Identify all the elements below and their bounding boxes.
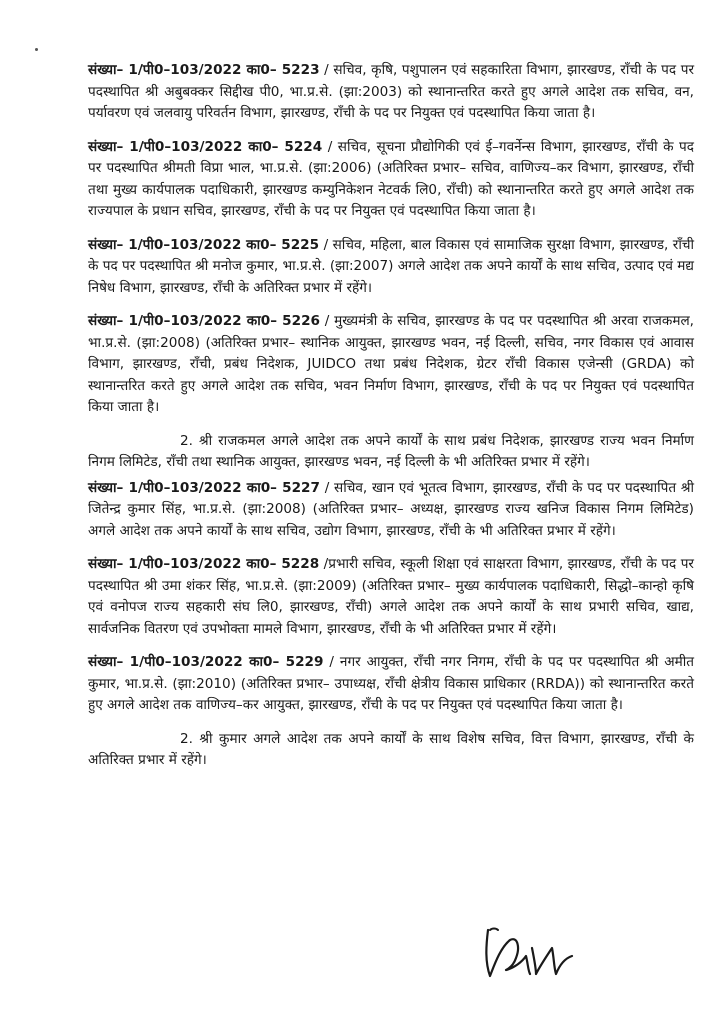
order-number: संख्या– 1/पी0–103/2022 का0– 5223 xyxy=(88,62,320,78)
order-number: संख्या– 1/पी0–103/2022 का0– 5224 xyxy=(88,138,323,155)
order-number: संख्या– 1/पी0–103/2022 का0– 5225 xyxy=(88,236,320,253)
order-5224 xyxy=(88,137,694,223)
order-5229-note: 2. श्री कुमार अगले आदेश तक अपने कार्यों के साथ विशेष सचिव, वित्त विभाग, झारखण्ड, राँची के अतिरिक्त प्रभार में रहेंगे। xyxy=(88,730,694,768)
order-document xyxy=(88,60,694,784)
order-number: संख्या– 1/पी0–103/2022 का0– 5226 xyxy=(88,313,321,329)
order-body: / सचिव, महिला, बाल विकास एवं सामाजिक सुरक्षा विभाग, झारखण्ड, राँची के पद पर पदस्थापित श्री मनोज कुमार, भा.प्र.से. (झा:2007) अगले आदेश तक अपने कार्यों के साथ सचिव, उत्पाद एवं मद्य निषेध विभाग, झारखण्ड, राँची के अतिरिक्त प्रभार में रहेंगे। xyxy=(88,236,694,296)
order-number: संख्या– 1/पी0–103/2022 का0– 5227 xyxy=(88,479,320,496)
order-5225 xyxy=(88,235,694,300)
scan-speck xyxy=(35,48,38,51)
signature-image xyxy=(470,918,590,988)
order-5226 xyxy=(88,311,694,419)
order-5226-note: 2. श्री राजकमल अगले आदेश तक अपने कार्यों के साथ प्रबंध निदेशक, झारखण्ड राज्य भवन निर्माण निगम लिमिटेड, राँची तथा स्थानिक आयुक्त, झारखण्ड भवन, नई दिल्ली के भी अतिरिक्त प्रभार में रहेंगे। xyxy=(88,432,694,470)
order-5229 xyxy=(88,652,694,717)
order-5223 xyxy=(88,60,694,125)
order-body: / सचिव, सूचना प्रौद्योगिकी एवं ई–गवर्नेन्स विभाग, झारखण्ड, राँची के पद पर पदस्थापित श्रीमती विप्रा भाल, भा.प्र.से. (झा:2006) (अतिरिक्त प्रभार– सचिव, वाणिज्य–कर विभाग, झारखण्ड, राँची तथा मुख्य कार्यपालक पदाधिकारी, झारखण्ड कम्युनिकेशन नेटवर्क लि0, राँची) को स्थानान्तरित करते हुए अगले आदेश तक राज्यपाल के प्रधान सचिव, झारखण्ड, राँची के पद पर नियुक्त एवं पदस्थापित किया जाता है। xyxy=(88,138,694,219)
order-5228 xyxy=(88,554,694,640)
order-number: संख्या– 1/पी0–103/2022 का0– 5229 xyxy=(88,654,324,670)
order-body: / मुख्यमंत्री के सचिव, झारखण्ड के पद पर पदस्थापित श्री अरवा राजकमल, भा.प्र.से. (झा:2008) (अतिरिक्त प्रभार– स्थानिक आयुक्त, झारखण्ड भवन, नई दिल्ली, सचिव, नगर विकास एवं आवास विभाग, झारखण्ड, राँची, प्रबंध निदेशक, JUIDCO तथा प्रबंध निदेशक, ग्रेटर राँची विकास एजेन्सी (GRDA) को स्थानान्तरित करते हुए अगले आदेश तक सचिव, भवन निर्माण विभाग, झारखण्ड, राँची के पद पर नियुक्त एवं पदस्थापित किया जाता है। xyxy=(88,313,694,415)
order-body: / सचिव, खान एवं भूतत्व विभाग, झारखण्ड, राँची के पद पर पदस्थापित श्री जितेन्द्र कुमार सिंह, भा.प्र.से. (झा:2008) (अतिरिक्त प्रभार– अध्यक्ष, झारखण्ड राज्य खनिज विकास निगम लिमिटेड) अगले आदेश तक अपने कार्यों के साथ सचिव, उद्योग विभाग, झारखण्ड, राँची के भी अतिरिक्त प्रभार में रहेंगे। xyxy=(88,479,694,539)
order-5227 xyxy=(88,478,694,543)
order-number: संख्या– 1/पी0–103/2022 का0– 5228 xyxy=(88,556,320,572)
order-body: /प्रभारी सचिव, स्कूली शिक्षा एवं साक्षरता विभाग, झारखण्ड, राँची के पद पर पदस्थापित श्री उमा शंकर सिंह, भा.प्र.से. (झा:2009) (अतिरिक्त प्रभार– मुख्य कार्यपालक पदाधिकारी, सिद्धो–कान्हो कृषि एवं वनोपज राज्य सहकारी संघ लि0, झारखण्ड, राँची) अगले आदेश तक अपने कार्यों के साथ प्रभारी सचिव, खाद्य, सार्वजनिक वितरण एवं उपभोक्ता मामले विभाग, झारखण्ड, राँची के भी अतिरिक्त प्रभार में रहेंगे। xyxy=(88,556,694,637)
order-body: / नगर आयुक्त, राँची नगर निगम, राँची के पद पर पदस्थापित श्री अमीत कुमार, भा.प्र.से. (झा:2010) (अतिरिक्त प्रभार– उपाध्यक्ष, राँची क्षेत्रीय विकास प्राधिकार (RRDA)) को स्थानान्तरित करते हुए अगले आदेश तक वाणिज्य–कर आयुक्त, झारखण्ड, राँची के पद पर नियुक्त एवं पदस्थापित किया जाता है। xyxy=(88,654,695,713)
order-body: / सचिव, कृषि, पशुपालन एवं सहकारिता विभाग, झारखण्ड, राँची के पद पर पदस्थापित श्री अबुबक्कर सिद्दीख पी0, भा.प्र.से. (झा:2003) को स्थानान्तरित करते हुए अगले आदेश तक सचिव, वन, पर्यावरण एवं जलवायु परिवर्तन विभाग, झारखण्ड, राँची के पद पर नियुक्त एवं पदस्थापित किया जाता है। xyxy=(88,62,694,121)
